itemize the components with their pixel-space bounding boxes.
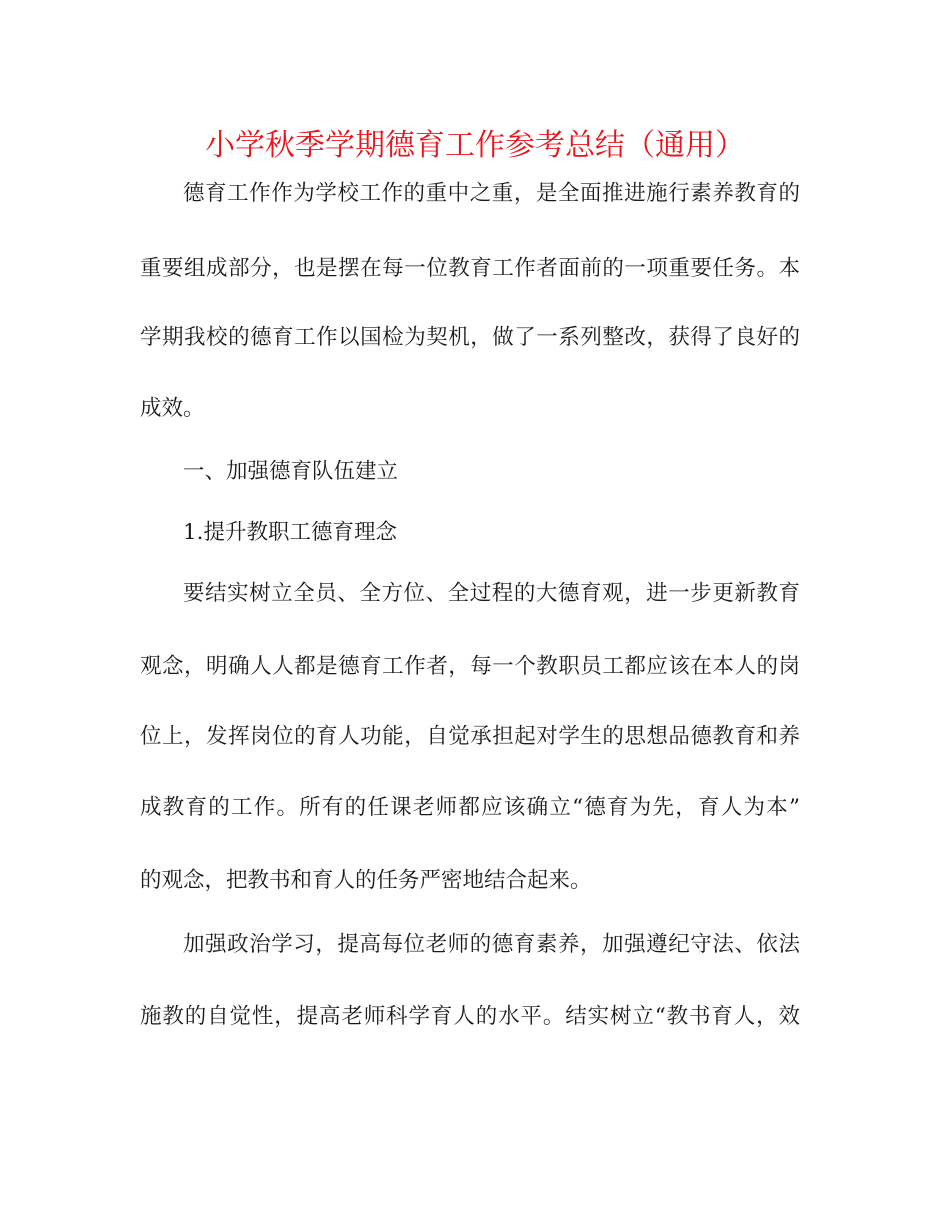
subsection-heading: 1.提升教职工德育理念	[183, 520, 398, 545]
paragraph-line: 德育工作作为学校工作的重中之重，是全面推进施行素养教育的	[183, 181, 800, 206]
document-title: 小学秋季学期德育工作参考总结（通用）	[205, 128, 745, 163]
section-heading: 一、加强德育队伍建立	[183, 459, 399, 484]
paragraph-line: 位上，发挥岗位的育人功能，自觉承担起对学生的思想品德教育和养	[140, 724, 800, 749]
paragraph-line: 成效。	[140, 396, 205, 421]
paragraph-line: 加强政治学习，提高每位老师的德育素养，加强遵纪守法、依法	[183, 932, 800, 957]
paragraph-line: 学期我校的德育工作以国检为契机，做了一系列整改，获得了良好的	[140, 325, 800, 350]
paragraph-line: 重要组成部分，也是摆在每一位教育工作者面前的一项重要任务。本	[140, 256, 800, 281]
paragraph-line: 成教育的工作。所有的任课老师都应该确立“德育为先，育人为本”	[140, 795, 800, 820]
paragraph-line: 的观念，把教书和育人的任务严密地结合起来。	[140, 868, 592, 893]
paragraph-line: 要结实树立全员、全方位、全过程的大德育观，进一步更新教育	[183, 581, 800, 606]
paragraph-line: 施教的自觉性，提高老师科学育人的水平。结实树立“教书育人，效	[140, 1004, 800, 1029]
paragraph-line: 观念，明确人人都是德育工作者，每一个教职员工都应该在本人的岗	[140, 654, 800, 679]
